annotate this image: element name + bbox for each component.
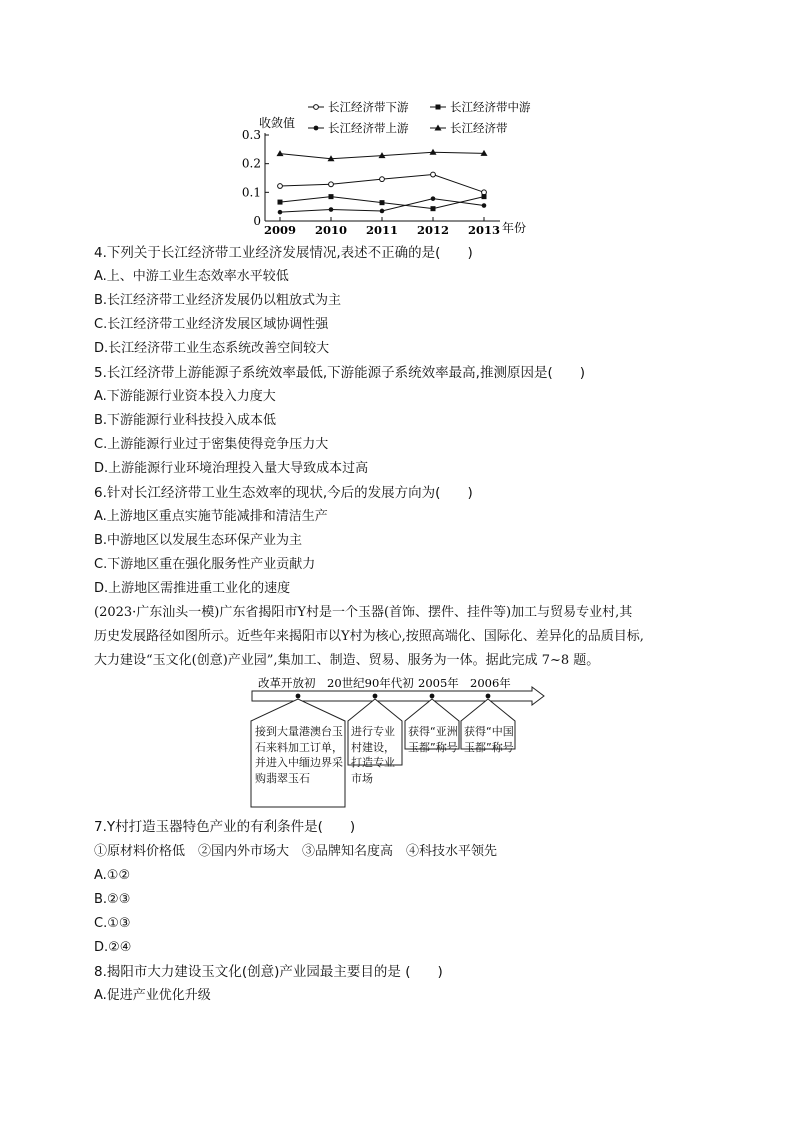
q7-conditions: ①原材料价格低 ②国内外市场大 ③品牌知名度高 ④科技水平领先 bbox=[94, 844, 498, 859]
x-tick-label: 2012 bbox=[416, 223, 450, 237]
convergence-line-chart bbox=[0, 0, 794, 240]
question-8-stem: 8.揭阳市大力建设玉文化(创意)产业园最主要目的是 ( ) bbox=[94, 964, 443, 980]
q5-option-b[interactable]: B.下游能源行业科技投入成本低 bbox=[94, 413, 277, 428]
legend-marker-upstream bbox=[314, 126, 319, 131]
timeline-box-2-text: 进行专业村建设，打造专业市场 bbox=[351, 725, 395, 785]
q4-option-d[interactable]: D.长江经济带工业生态系统改善空间较大 bbox=[94, 341, 330, 356]
q7-option-d[interactable]: D.②④ bbox=[94, 940, 132, 955]
timeline-label-1: 改革开放初 bbox=[258, 676, 316, 690]
point-upstream bbox=[278, 210, 283, 215]
point-downstream bbox=[482, 190, 487, 195]
y-tick-label: 0.1 bbox=[241, 185, 261, 200]
point-midstream bbox=[431, 206, 436, 211]
timeline-point-3 bbox=[430, 694, 435, 699]
question-6-stem: 6.针对长江经济带工业生态效率的现状,今后的发展方向为( ) bbox=[94, 485, 473, 501]
point-downstream bbox=[431, 172, 436, 177]
y-tick-label: 0.2 bbox=[241, 156, 261, 171]
timeline-label-2: 20世纪90年代初 bbox=[327, 676, 414, 690]
y-tick-label: 0.3 bbox=[241, 128, 261, 142]
point-upstream bbox=[482, 203, 487, 208]
q4-option-b[interactable]: B.长江经济带工业经济发展仍以粗放式为主 bbox=[94, 293, 342, 308]
q7-option-a[interactable]: A.①② bbox=[94, 868, 131, 883]
q6-option-b[interactable]: B.中游地区以发展生态环保产业为主 bbox=[94, 533, 303, 548]
point-midstream bbox=[482, 194, 487, 199]
q5-option-c[interactable]: C.上游能源行业过于密集使得竞争压力大 bbox=[94, 437, 329, 452]
x-tick-label: 2010 bbox=[314, 223, 348, 237]
chart-legend bbox=[308, 100, 531, 135]
q5-option-a[interactable]: A.下游能源行业资本投入力度大 bbox=[94, 389, 276, 404]
point-upstream bbox=[380, 209, 385, 214]
x-tick-label: 2011 bbox=[365, 223, 399, 237]
point-upstream bbox=[431, 196, 436, 201]
q7-option-c[interactable]: C.①③ bbox=[94, 916, 131, 931]
q4-option-c[interactable]: C.长江经济带工业经济发展区域协调性强 bbox=[94, 317, 329, 332]
question-4-stem: 4.下列关于长江经济带工业经济发展情况,表述不正确的是( ) bbox=[94, 245, 473, 261]
legend-label-downstream: 长江经济带下游 bbox=[328, 100, 409, 114]
point-downstream bbox=[329, 182, 334, 187]
question-7-stem: 7.Y村打造玉器特色产业的有利条件是( ) bbox=[94, 819, 356, 835]
q5-option-d[interactable]: D.上游能源行业环境治理投入量大导致成本过高 bbox=[94, 461, 369, 476]
q6-option-d[interactable]: D.上游地区需推进重工业化的速度 bbox=[94, 581, 291, 596]
legend-label-midstream: 长江经济带中游 bbox=[450, 100, 531, 114]
y-tick-label: 0 bbox=[253, 214, 261, 228]
point-downstream bbox=[380, 177, 385, 182]
x-tick-label: 2009 bbox=[263, 223, 297, 237]
timeline-label-3: 2005年 bbox=[418, 676, 459, 690]
q8-option-a[interactable]: A.促进产业优化升级 bbox=[94, 988, 211, 1003]
question-5-stem: 5.长江经济带上游能源子系统效率最低,下游能源子系统效率最高,推测原因是( ) bbox=[94, 365, 585, 381]
timeline-box-4-text: 获得“中国玉都”称号 bbox=[464, 725, 514, 754]
point-midstream bbox=[329, 194, 334, 199]
point-whole bbox=[430, 149, 437, 155]
passage-line-2: 历史发展路径如图所示。近些年来揭阳市以Y村为核心,按照高端化、国际化、差异化的品质目标, bbox=[94, 629, 644, 644]
point-whole bbox=[277, 150, 284, 156]
x-tick-label: 2013 bbox=[467, 223, 501, 237]
point-midstream bbox=[380, 200, 385, 205]
x-axis-title: 年份 bbox=[502, 221, 527, 235]
legend-marker-downstream bbox=[314, 105, 319, 110]
timeline-point-2 bbox=[373, 694, 378, 699]
q6-option-c[interactable]: C.下游地区重在强化服务性产业贡献力 bbox=[94, 557, 316, 572]
timeline-label-4: 2006年 bbox=[470, 676, 511, 690]
point-upstream bbox=[329, 207, 334, 212]
point-midstream bbox=[278, 200, 283, 205]
y-axis-title: 收敛值 bbox=[259, 116, 296, 130]
timeline-point-1 bbox=[296, 694, 301, 699]
legend-label-upstream: 长江经济带上游 bbox=[328, 121, 409, 135]
q7-option-b[interactable]: B.②③ bbox=[94, 892, 131, 907]
legend-label-whole: 长江经济带 bbox=[450, 121, 508, 135]
passage-line-3: 大力建设“玉文化(创意)产业园”,集加工、制造、贸易、服务为一体。据此完成 7~8 题。 bbox=[94, 653, 600, 668]
q4-option-a[interactable]: A.上、中游工业生态效率水平较低 bbox=[94, 269, 289, 284]
timeline-box-3-text: 获得“亚洲玉都”称号 bbox=[408, 725, 458, 754]
legend-marker-midstream bbox=[436, 105, 441, 110]
passage-line-1: (2023·广东汕头一模)广东省揭阳市Y村是一个玉器(首饰、摆件、挂件等)加工与贸易专业村,其 bbox=[94, 605, 633, 620]
point-downstream bbox=[278, 184, 283, 189]
timeline-box-1-text: 接到大量港澳台玉石来料加工订单，并进入中缅边界采购翡翠玉石 bbox=[255, 725, 343, 785]
timeline-point-4 bbox=[486, 694, 491, 699]
q6-option-a[interactable]: A.上游地区重点实施节能减排和清洁生产 bbox=[94, 509, 328, 524]
